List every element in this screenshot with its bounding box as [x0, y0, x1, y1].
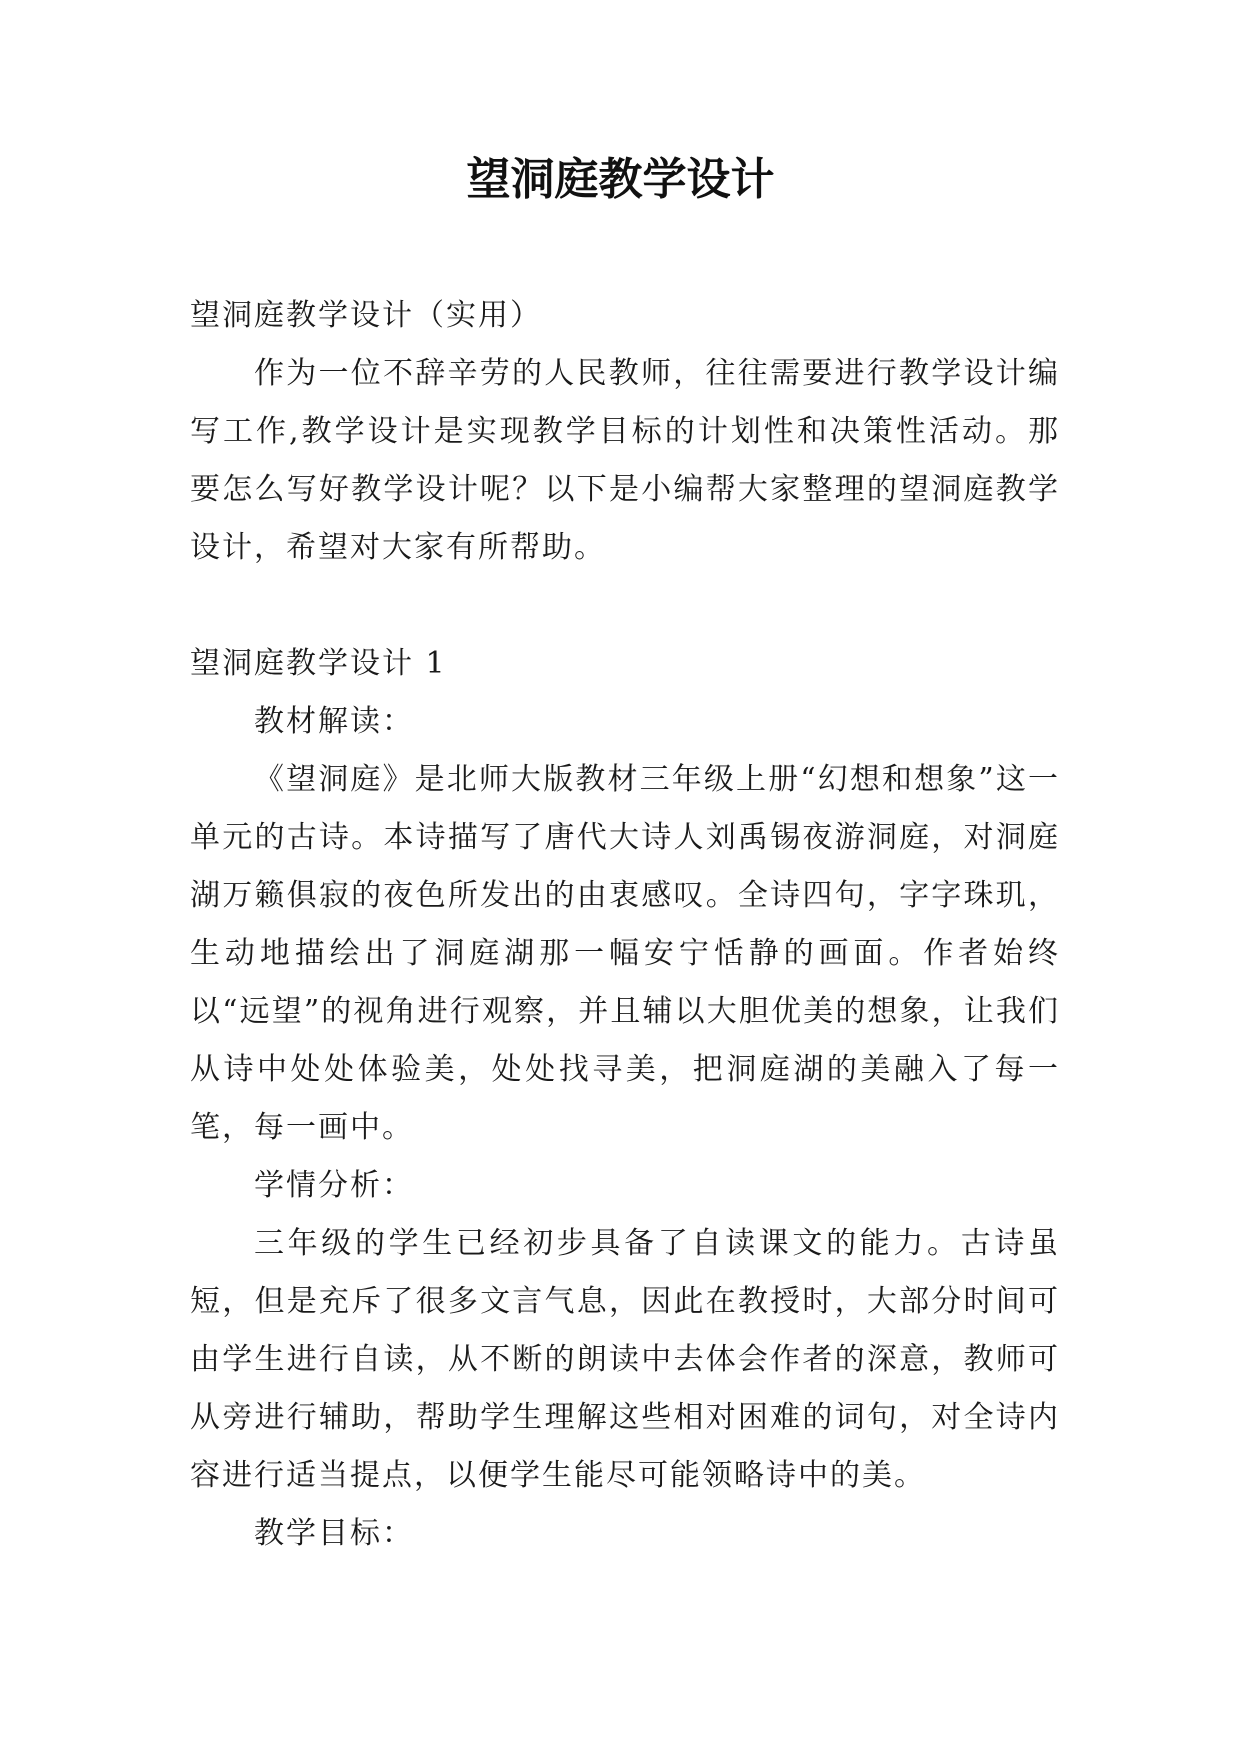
textbook-paragraph: 《望洞庭》是北师大版教材三年级上册“幻想和想象”这一单元的古诗。本诗描写了唐代大诗人刘禹锡夜游洞庭，对洞庭湖万籁俱寂的夜色所发出的由衷感叹。全诗四句，字字珠玑，生动地描绘出了洞庭湖那一幅安宁恬静的画面。作者始终以“远望”的视角进行观察，并且辅以大胆优美的想象，让我们从诗中处处体验美，处处找寻美，把洞庭湖的美融入了每一笔，每一画中。 [190, 762, 1060, 1145]
section-heading: 望洞庭教学设计 1 [190, 646, 447, 681]
goals-label: 教学目标： [254, 1516, 414, 1551]
analysis-label: 学情分析： [254, 1168, 414, 1203]
document-subtitle: 望洞庭教学设计（实用） [190, 298, 542, 333]
intro-paragraph: 作为一位不辞辛劳的人民教师，往往需要进行教学设计编写工作,教学设计是实现教学目标的计划性和决策性活动。那要怎么写好教学设计呢？以下是小编帮大家整理的望洞庭教学设计，希望对大家有所帮助。 [190, 356, 1060, 565]
document-body [190, 287, 1060, 1563]
analysis-paragraph: 三年级的学生已经初步具备了自读课文的能力。古诗虽短，但是充斥了很多文言气息，因此在教授时，大部分时间可由学生进行自读，从不断的朗读中去体会作者的深意，教师可从旁进行辅助，帮助学生理解这些相对困难的词句，对全诗内容进行适当提点，以便学生能尽可能领略诗中的美。 [190, 1226, 1060, 1493]
textbook-label: 教材解读： [254, 704, 414, 739]
document-title: 望洞庭教学设计 [466, 154, 775, 205]
